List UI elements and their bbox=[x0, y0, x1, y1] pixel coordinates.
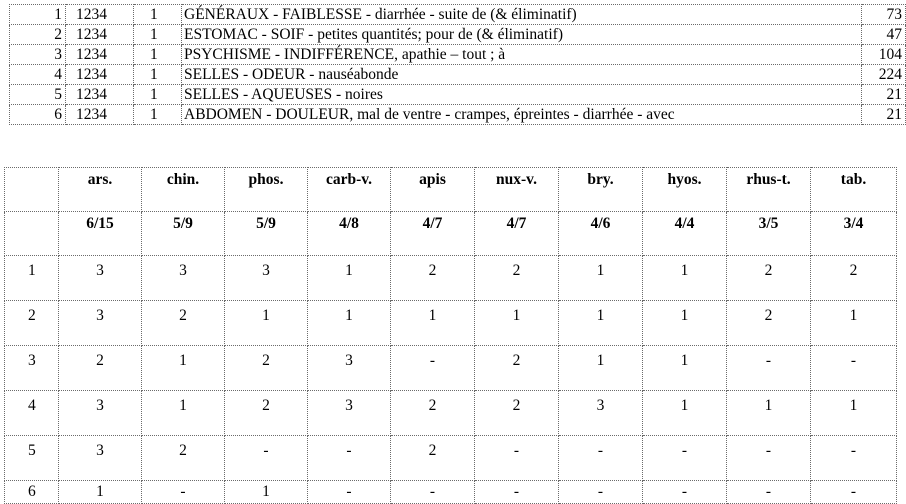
grade-cell: 2 bbox=[59, 346, 142, 391]
remedy-name: phos. bbox=[225, 168, 308, 212]
grade-row bbox=[5, 391, 897, 436]
grade-cell: - bbox=[559, 481, 643, 504]
remedy-ratio: 4/8 bbox=[308, 212, 391, 256]
rubric-weight: 1 bbox=[134, 45, 182, 65]
grade-cell: - bbox=[308, 436, 391, 481]
remedy-name: hyos. bbox=[643, 168, 727, 212]
grade-cell: 2 bbox=[142, 436, 225, 481]
rubric-row bbox=[10, 85, 906, 105]
grade-cell: 2 bbox=[727, 301, 811, 346]
rubric-row bbox=[10, 105, 906, 125]
grade-cell: 2 bbox=[391, 256, 475, 301]
rubric-index: 3 bbox=[5, 346, 59, 391]
repertorisation-table-body bbox=[5, 168, 897, 504]
grade-cell: 1 bbox=[225, 301, 308, 346]
grade-cell: 3 bbox=[59, 256, 142, 301]
grade-row bbox=[5, 256, 897, 301]
grade-cell: 1 bbox=[59, 481, 142, 504]
rubric-count: 21 bbox=[862, 105, 906, 125]
grade-cell: 2 bbox=[475, 346, 559, 391]
rubric-number: 6 bbox=[10, 105, 66, 125]
rubric-text: ESTOMAC - SOIF - petites quantités; pour de (& éliminatif) bbox=[182, 25, 862, 45]
grade-cell: 1 bbox=[308, 301, 391, 346]
remedy-ratio: 4/7 bbox=[475, 212, 559, 256]
grade-cell: 1 bbox=[643, 346, 727, 391]
remedy-name: nux-v. bbox=[475, 168, 559, 212]
rubric-weight: 1 bbox=[134, 25, 182, 45]
rubric-code: 1234 bbox=[66, 25, 134, 45]
rubric-index: 1 bbox=[5, 256, 59, 301]
grade-cell: - bbox=[811, 481, 897, 504]
grade-cell: 1 bbox=[308, 256, 391, 301]
grade-cell: 2 bbox=[475, 391, 559, 436]
grade-cell: 2 bbox=[225, 346, 308, 391]
grade-cell: 3 bbox=[559, 391, 643, 436]
rubric-count: 224 bbox=[862, 65, 906, 85]
rubric-weight: 1 bbox=[134, 85, 182, 105]
grade-cell: 1 bbox=[142, 346, 225, 391]
grade-cell: 3 bbox=[308, 346, 391, 391]
grade-cell: - bbox=[142, 481, 225, 504]
rubric-count: 21 bbox=[862, 85, 906, 105]
rubric-text: ABDOMEN - DOULEUR, mal de ventre - crampes, épreintes - diarrhée - avec bbox=[182, 105, 862, 125]
remedy-name: apis bbox=[391, 168, 475, 212]
grade-row bbox=[5, 481, 897, 504]
grade-cell: - bbox=[727, 436, 811, 481]
grade-cell: - bbox=[475, 481, 559, 504]
rubric-count: 104 bbox=[862, 45, 906, 65]
grade-cell: 1 bbox=[391, 301, 475, 346]
remedy-name: tab. bbox=[811, 168, 897, 212]
grade-cell: 1 bbox=[225, 481, 308, 504]
rubric-number: 3 bbox=[10, 45, 66, 65]
rubric-code: 1234 bbox=[66, 105, 134, 125]
grade-cell: 1 bbox=[643, 391, 727, 436]
rubric-code: 1234 bbox=[66, 45, 134, 65]
grade-cell: 1 bbox=[142, 391, 225, 436]
rubric-number: 2 bbox=[10, 25, 66, 45]
grade-cell: 1 bbox=[559, 256, 643, 301]
grade-cell: 1 bbox=[643, 301, 727, 346]
rubric-text: SELLES - AQUEUSES - noires bbox=[182, 85, 862, 105]
grade-cell: - bbox=[391, 346, 475, 391]
rubric-count: 47 bbox=[862, 25, 906, 45]
grade-cell: 3 bbox=[308, 391, 391, 436]
grade-row bbox=[5, 346, 897, 391]
rubric-code: 1234 bbox=[66, 65, 134, 85]
grade-cell: 3 bbox=[225, 256, 308, 301]
grade-cell: 1 bbox=[475, 301, 559, 346]
grade-cell: 2 bbox=[391, 436, 475, 481]
grade-cell: 3 bbox=[59, 391, 142, 436]
rubric-number: 1 bbox=[10, 5, 66, 25]
grade-cell: 2 bbox=[475, 256, 559, 301]
rubric-text: PSYCHISME - INDIFFÉRENCE, apathie – tout ; à bbox=[182, 45, 862, 65]
grade-cell: - bbox=[811, 346, 897, 391]
grade-cell: - bbox=[643, 481, 727, 504]
remedy-name: carb-v. bbox=[308, 168, 391, 212]
corner-cell bbox=[5, 168, 59, 212]
grade-cell: 1 bbox=[643, 256, 727, 301]
remedy-ratio: 5/9 bbox=[142, 212, 225, 256]
rubric-weight: 1 bbox=[134, 5, 182, 25]
grade-cell: 2 bbox=[142, 301, 225, 346]
rubric-index: 2 bbox=[5, 301, 59, 346]
grade-cell: - bbox=[391, 481, 475, 504]
grade-cell: 3 bbox=[59, 436, 142, 481]
remedy-ratio: 4/6 bbox=[559, 212, 643, 256]
rubric-index: 5 bbox=[5, 436, 59, 481]
remedy-ratio: 6/15 bbox=[59, 212, 142, 256]
grade-cell: 3 bbox=[59, 301, 142, 346]
grade-row bbox=[5, 301, 897, 346]
rubric-count: 73 bbox=[862, 5, 906, 25]
rubric-text: GÉNÉRAUX - FAIBLESSE - diarrhée - suite de (& éliminatif) bbox=[182, 5, 862, 25]
rubric-index: 6 bbox=[5, 481, 59, 504]
rubric-index: 4 bbox=[5, 391, 59, 436]
rubric-code: 1234 bbox=[66, 85, 134, 105]
remedy-ratio: 3/5 bbox=[727, 212, 811, 256]
grade-cell: - bbox=[727, 346, 811, 391]
rubric-row bbox=[10, 45, 906, 65]
grade-cell: 1 bbox=[559, 301, 643, 346]
remedy-ratio: 4/4 bbox=[643, 212, 727, 256]
rubric-table bbox=[9, 4, 906, 125]
grade-cell: 2 bbox=[811, 256, 897, 301]
grade-cell: - bbox=[727, 481, 811, 504]
rubric-weight: 1 bbox=[134, 105, 182, 125]
remedy-ratio: 5/9 bbox=[225, 212, 308, 256]
grade-cell: 2 bbox=[225, 391, 308, 436]
rubric-table-body bbox=[10, 5, 906, 125]
rubric-code: 1234 bbox=[66, 5, 134, 25]
remedy-ratio: 3/4 bbox=[811, 212, 897, 256]
remedy-name: chin. bbox=[142, 168, 225, 212]
rubric-weight: 1 bbox=[134, 65, 182, 85]
rubric-number: 4 bbox=[10, 65, 66, 85]
grade-cell: 1 bbox=[811, 391, 897, 436]
rubric-number: 5 bbox=[10, 85, 66, 105]
grade-cell: - bbox=[475, 436, 559, 481]
grade-cell: - bbox=[225, 436, 308, 481]
remedy-ratio: 4/7 bbox=[391, 212, 475, 256]
rubric-row bbox=[10, 65, 906, 85]
rubric-row bbox=[10, 25, 906, 45]
grade-row bbox=[5, 436, 897, 481]
remedy-name: bry. bbox=[559, 168, 643, 212]
ratio-row bbox=[5, 212, 897, 256]
corner-cell bbox=[5, 212, 59, 256]
remedy-name: ars. bbox=[59, 168, 142, 212]
grade-cell: - bbox=[643, 436, 727, 481]
grade-cell: - bbox=[811, 436, 897, 481]
grade-cell: 1 bbox=[559, 346, 643, 391]
grade-cell: 3 bbox=[142, 256, 225, 301]
rubric-row bbox=[10, 5, 906, 25]
repertorisation-table bbox=[4, 167, 897, 504]
grade-cell: - bbox=[308, 481, 391, 504]
rubric-text: SELLES - ODEUR - nauséabonde bbox=[182, 65, 862, 85]
remedy-header-row bbox=[5, 168, 897, 212]
grade-cell: 2 bbox=[391, 391, 475, 436]
remedy-name: rhus-t. bbox=[727, 168, 811, 212]
grade-cell: 2 bbox=[727, 256, 811, 301]
grade-cell: 1 bbox=[727, 391, 811, 436]
grade-cell: 1 bbox=[811, 301, 897, 346]
grade-cell: - bbox=[559, 436, 643, 481]
